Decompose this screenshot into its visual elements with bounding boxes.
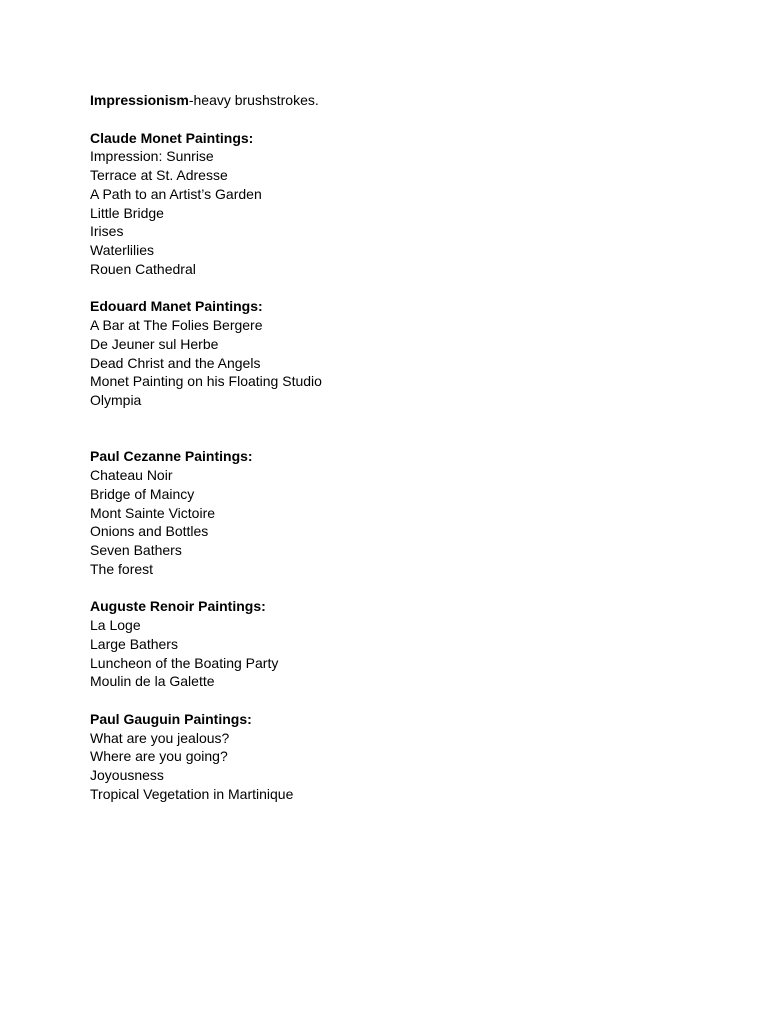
list-item: Large Bathers (90, 635, 178, 652)
section-heading: Edouard Manet Paintings: (90, 298, 263, 315)
list-item: Moulin de la Galette (90, 673, 215, 690)
list-item: A Path to an Artist’s Garden (90, 185, 262, 202)
intro-definition: -heavy brushstrokes. (188, 92, 319, 108)
list-item: Tropical Vegetation in Martinique (90, 785, 294, 802)
list-item: De Jeuner sul Herbe (90, 335, 219, 352)
list-item: Joyousness (90, 767, 164, 783)
list-item: Luncheon of the Boating Party (90, 654, 279, 671)
section-heading: Claude Monet Paintings: (90, 129, 254, 146)
section-cezanne (90, 447, 730, 578)
list-item: What are you jealous? (90, 729, 230, 746)
list-item: The forest (90, 560, 154, 577)
list-item: La Loge (90, 617, 141, 633)
section-monet (90, 129, 730, 279)
section-manet (90, 297, 730, 410)
section-gauguin (90, 710, 730, 804)
list-item: Olympia (90, 392, 142, 408)
section-heading: Auguste Renoir Paintings: (90, 598, 266, 615)
document-page (90, 91, 730, 804)
section-renoir (90, 597, 730, 691)
intro-line (90, 91, 730, 110)
list-item: Seven Bathers (90, 542, 182, 558)
section-heading: Paul Cezanne Paintings: (90, 448, 253, 465)
intro-term: Impressionism (90, 92, 189, 108)
section-heading: Paul Gauguin Paintings: (90, 710, 252, 727)
list-item: Terrace at St. Adresse (90, 167, 228, 183)
list-item: Rouen Cathedral (90, 260, 196, 277)
list-item: Little Bridge (90, 204, 164, 221)
list-item: Dead Christ and the Angels (90, 354, 261, 371)
list-item: Chateau Noir (90, 467, 173, 483)
list-item: Where are you going? (90, 748, 228, 765)
list-item: Bridge of Maincy (90, 485, 195, 502)
list-item: Impression: Sunrise (90, 148, 214, 165)
list-item: Mont Sainte Victoire (90, 504, 216, 521)
list-item: Irises (90, 223, 124, 240)
list-item: Onions and Bottles (90, 523, 209, 540)
list-item: A Bar at The Folies Bergere (90, 317, 263, 333)
list-item: Monet Painting on his Floating Studio (90, 373, 322, 390)
list-item: Waterlilies (90, 242, 155, 258)
